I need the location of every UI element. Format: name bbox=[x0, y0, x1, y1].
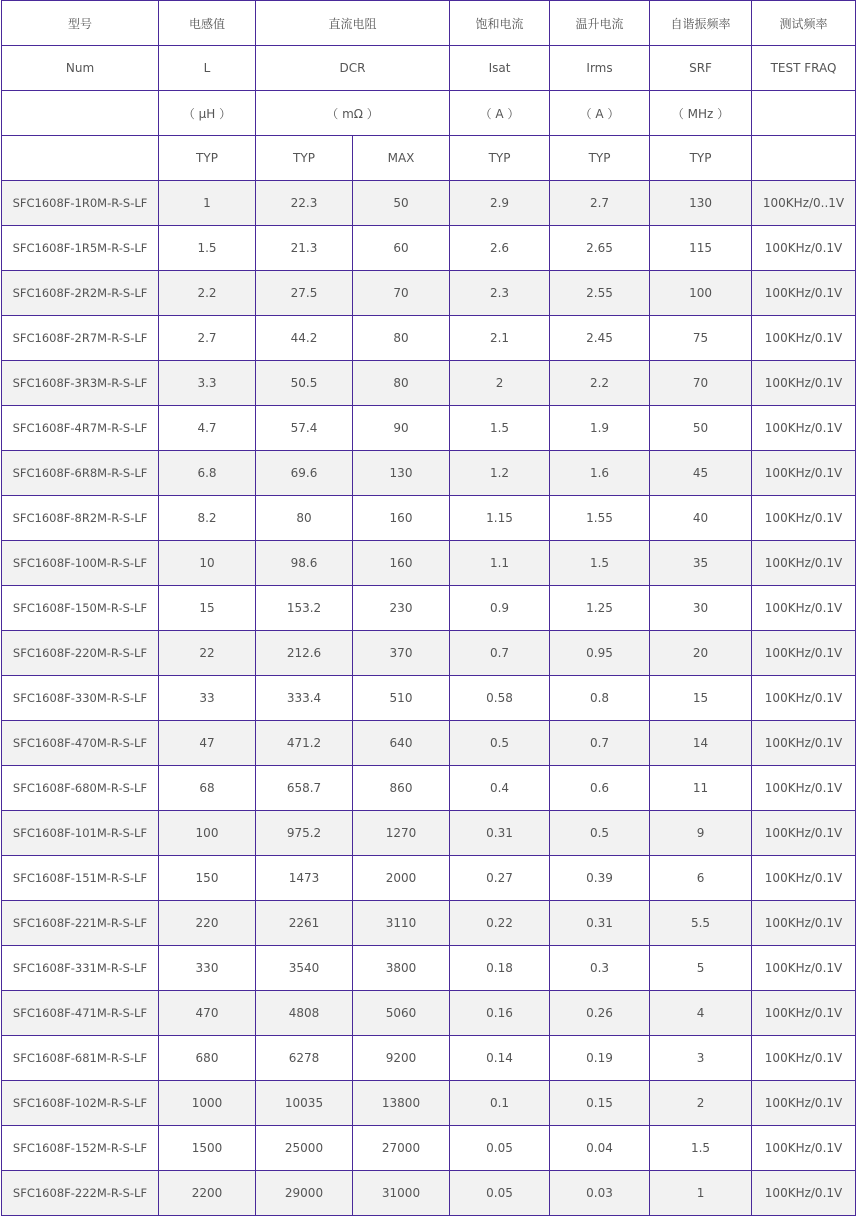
cell-srf: 11 bbox=[650, 766, 752, 811]
cell-dcr-max: 2000 bbox=[353, 856, 450, 901]
cell-isat: 0.58 bbox=[450, 676, 550, 721]
cell-model: SFC1608F-1R5M-R-S-LF bbox=[2, 226, 159, 271]
header-cell-irms-en: Irms bbox=[550, 46, 650, 91]
cell-inductance: 68 bbox=[159, 766, 256, 811]
cell-isat: 0.05 bbox=[450, 1126, 550, 1171]
cell-isat: 2 bbox=[450, 361, 550, 406]
table-row bbox=[2, 1126, 856, 1171]
cell-dcr-typ: 333.4 bbox=[256, 676, 353, 721]
table-body bbox=[2, 1, 856, 1216]
table-row bbox=[2, 946, 856, 991]
cell-dcr-typ: 975.2 bbox=[256, 811, 353, 856]
cell-test-freq: 100KHz/0.1V bbox=[752, 766, 856, 811]
header-cell-typ-empty bbox=[2, 136, 159, 181]
cell-dcr-max: 13800 bbox=[353, 1081, 450, 1126]
cell-srf: 9 bbox=[650, 811, 752, 856]
cell-dcr-typ: 212.6 bbox=[256, 631, 353, 676]
cell-isat: 0.7 bbox=[450, 631, 550, 676]
cell-inductance: 1 bbox=[159, 181, 256, 226]
header-row-units bbox=[2, 91, 856, 136]
cell-test-freq: 100KHz/0.1V bbox=[752, 316, 856, 361]
cell-dcr-typ: 10035 bbox=[256, 1081, 353, 1126]
cell-test-freq: 100KHz/0.1V bbox=[752, 811, 856, 856]
cell-inductance: 8.2 bbox=[159, 496, 256, 541]
cell-inductance: 680 bbox=[159, 1036, 256, 1081]
header-row-typ-max bbox=[2, 136, 856, 181]
cell-dcr-typ: 22.3 bbox=[256, 181, 353, 226]
cell-dcr-typ: 3540 bbox=[256, 946, 353, 991]
cell-dcr-max: 5060 bbox=[353, 991, 450, 1036]
table-row bbox=[2, 451, 856, 496]
cell-dcr-typ: 1473 bbox=[256, 856, 353, 901]
cell-inductance: 1.5 bbox=[159, 226, 256, 271]
cell-inductance: 2.2 bbox=[159, 271, 256, 316]
cell-irms: 0.7 bbox=[550, 721, 650, 766]
cell-isat: 0.1 bbox=[450, 1081, 550, 1126]
cell-srf: 15 bbox=[650, 676, 752, 721]
cell-test-freq: 100KHz/0.1V bbox=[752, 271, 856, 316]
cell-test-freq: 100KHz/0.1V bbox=[752, 946, 856, 991]
header-cell-unit-mhz: （ MHz ） bbox=[650, 91, 752, 136]
cell-isat: 1.2 bbox=[450, 451, 550, 496]
cell-dcr-typ: 69.6 bbox=[256, 451, 353, 496]
cell-test-freq: 100KHz/0.1V bbox=[752, 901, 856, 946]
header-cell-test-typ-empty bbox=[752, 136, 856, 181]
cell-test-freq: 100KHz/0.1V bbox=[752, 631, 856, 676]
header-cell-irms-typ: TYP bbox=[550, 136, 650, 181]
cell-dcr-max: 640 bbox=[353, 721, 450, 766]
cell-irms: 2.7 bbox=[550, 181, 650, 226]
cell-irms: 0.03 bbox=[550, 1171, 650, 1216]
cell-test-freq: 100KHz/0.1V bbox=[752, 586, 856, 631]
header-cell-test-freq: 测试频率 bbox=[752, 1, 856, 46]
header-cell-dcr-max: MAX bbox=[353, 136, 450, 181]
cell-test-freq: 100KHz/0.1V bbox=[752, 676, 856, 721]
cell-irms: 0.04 bbox=[550, 1126, 650, 1171]
cell-srf: 20 bbox=[650, 631, 752, 676]
cell-test-freq: 100KHz/0.1V bbox=[752, 361, 856, 406]
cell-dcr-typ: 153.2 bbox=[256, 586, 353, 631]
cell-irms: 1.5 bbox=[550, 541, 650, 586]
cell-isat: 0.14 bbox=[450, 1036, 550, 1081]
cell-dcr-typ: 658.7 bbox=[256, 766, 353, 811]
cell-dcr-max: 50 bbox=[353, 181, 450, 226]
cell-dcr-max: 80 bbox=[353, 361, 450, 406]
cell-dcr-typ: 27.5 bbox=[256, 271, 353, 316]
header-cell-unit-mohm: （ mΩ ） bbox=[256, 91, 450, 136]
cell-srf: 30 bbox=[650, 586, 752, 631]
cell-irms: 2.65 bbox=[550, 226, 650, 271]
cell-srf: 75 bbox=[650, 316, 752, 361]
cell-test-freq: 100KHz/0.1V bbox=[752, 856, 856, 901]
cell-dcr-max: 60 bbox=[353, 226, 450, 271]
cell-isat: 0.05 bbox=[450, 1171, 550, 1216]
header-cell-l: L bbox=[159, 46, 256, 91]
cell-srf: 40 bbox=[650, 496, 752, 541]
cell-irms: 2.2 bbox=[550, 361, 650, 406]
cell-inductance: 47 bbox=[159, 721, 256, 766]
cell-srf: 2 bbox=[650, 1081, 752, 1126]
cell-test-freq: 100KHz/0.1V bbox=[752, 721, 856, 766]
table-row bbox=[2, 316, 856, 361]
cell-inductance: 6.8 bbox=[159, 451, 256, 496]
table-row bbox=[2, 361, 856, 406]
cell-srf: 35 bbox=[650, 541, 752, 586]
cell-model: SFC1608F-681M-R-S-LF bbox=[2, 1036, 159, 1081]
cell-model: SFC1608F-221M-R-S-LF bbox=[2, 901, 159, 946]
table-row bbox=[2, 496, 856, 541]
cell-dcr-typ: 2261 bbox=[256, 901, 353, 946]
cell-dcr-typ: 57.4 bbox=[256, 406, 353, 451]
cell-model: SFC1608F-151M-R-S-LF bbox=[2, 856, 159, 901]
cell-irms: 0.3 bbox=[550, 946, 650, 991]
cell-model: SFC1608F-471M-R-S-LF bbox=[2, 991, 159, 1036]
cell-dcr-typ: 25000 bbox=[256, 1126, 353, 1171]
header-cell-unit-empty bbox=[2, 91, 159, 136]
cell-srf: 50 bbox=[650, 406, 752, 451]
inductor-spec-table bbox=[1, 0, 856, 1216]
cell-irms: 0.8 bbox=[550, 676, 650, 721]
cell-srf: 1 bbox=[650, 1171, 752, 1216]
cell-model: SFC1608F-222M-R-S-LF bbox=[2, 1171, 159, 1216]
cell-dcr-max: 90 bbox=[353, 406, 450, 451]
header-cell-model: 型号 bbox=[2, 1, 159, 46]
cell-srf: 130 bbox=[650, 181, 752, 226]
cell-isat: 0.9 bbox=[450, 586, 550, 631]
cell-model: SFC1608F-1R0M-R-S-LF bbox=[2, 181, 159, 226]
cell-dcr-max: 510 bbox=[353, 676, 450, 721]
cell-srf: 14 bbox=[650, 721, 752, 766]
table-row bbox=[2, 676, 856, 721]
cell-dcr-max: 370 bbox=[353, 631, 450, 676]
cell-model: SFC1608F-220M-R-S-LF bbox=[2, 631, 159, 676]
cell-model: SFC1608F-680M-R-S-LF bbox=[2, 766, 159, 811]
cell-test-freq: 100KHz/0.1V bbox=[752, 451, 856, 496]
cell-dcr-max: 70 bbox=[353, 271, 450, 316]
cell-test-freq: 100KHz/0.1V bbox=[752, 1171, 856, 1216]
cell-srf: 5 bbox=[650, 946, 752, 991]
cell-model: SFC1608F-470M-R-S-LF bbox=[2, 721, 159, 766]
cell-inductance: 220 bbox=[159, 901, 256, 946]
table-row bbox=[2, 811, 856, 856]
header-cell-num: Num bbox=[2, 46, 159, 91]
cell-irms: 0.39 bbox=[550, 856, 650, 901]
cell-isat: 2.9 bbox=[450, 181, 550, 226]
cell-irms: 1.9 bbox=[550, 406, 650, 451]
cell-model: SFC1608F-101M-R-S-LF bbox=[2, 811, 159, 856]
cell-test-freq: 100KHz/0.1V bbox=[752, 226, 856, 271]
cell-model: SFC1608F-330M-R-S-LF bbox=[2, 676, 159, 721]
table-row bbox=[2, 541, 856, 586]
cell-model: SFC1608F-8R2M-R-S-LF bbox=[2, 496, 159, 541]
header-cell-unit-test-empty bbox=[752, 91, 856, 136]
cell-dcr-typ: 21.3 bbox=[256, 226, 353, 271]
cell-test-freq: 100KHz/0.1V bbox=[752, 1126, 856, 1171]
cell-dcr-max: 27000 bbox=[353, 1126, 450, 1171]
cell-isat: 2.1 bbox=[450, 316, 550, 361]
header-cell-srf: 自谐振频率 bbox=[650, 1, 752, 46]
cell-inductance: 33 bbox=[159, 676, 256, 721]
cell-inductance: 15 bbox=[159, 586, 256, 631]
cell-model: SFC1608F-4R7M-R-S-LF bbox=[2, 406, 159, 451]
cell-srf: 5.5 bbox=[650, 901, 752, 946]
header-cell-inductance: 电感值 bbox=[159, 1, 256, 46]
table-row bbox=[2, 1081, 856, 1126]
cell-test-freq: 100KHz/0.1V bbox=[752, 991, 856, 1036]
cell-srf: 100 bbox=[650, 271, 752, 316]
table-row bbox=[2, 766, 856, 811]
cell-irms: 0.19 bbox=[550, 1036, 650, 1081]
cell-inductance: 2.7 bbox=[159, 316, 256, 361]
cell-srf: 6 bbox=[650, 856, 752, 901]
cell-irms: 2.55 bbox=[550, 271, 650, 316]
header-cell-dcr-typ: TYP bbox=[256, 136, 353, 181]
cell-dcr-typ: 80 bbox=[256, 496, 353, 541]
cell-dcr-max: 3110 bbox=[353, 901, 450, 946]
cell-inductance: 3.3 bbox=[159, 361, 256, 406]
cell-model: SFC1608F-2R7M-R-S-LF bbox=[2, 316, 159, 361]
cell-srf: 3 bbox=[650, 1036, 752, 1081]
cell-isat: 0.5 bbox=[450, 721, 550, 766]
cell-isat: 2.3 bbox=[450, 271, 550, 316]
cell-irms: 1.25 bbox=[550, 586, 650, 631]
cell-dcr-typ: 29000 bbox=[256, 1171, 353, 1216]
cell-model: SFC1608F-152M-R-S-LF bbox=[2, 1126, 159, 1171]
table-row bbox=[2, 901, 856, 946]
table-row bbox=[2, 631, 856, 676]
cell-irms: 0.6 bbox=[550, 766, 650, 811]
table-row bbox=[2, 1171, 856, 1216]
header-cell-unit-a-irms: （ A ） bbox=[550, 91, 650, 136]
cell-irms: 0.95 bbox=[550, 631, 650, 676]
cell-irms: 0.5 bbox=[550, 811, 650, 856]
table-row bbox=[2, 181, 856, 226]
cell-srf: 115 bbox=[650, 226, 752, 271]
header-cell-dcr-en: DCR bbox=[256, 46, 450, 91]
cell-srf: 4 bbox=[650, 991, 752, 1036]
cell-srf: 1.5 bbox=[650, 1126, 752, 1171]
cell-isat: 0.18 bbox=[450, 946, 550, 991]
table-row bbox=[2, 1036, 856, 1081]
table-row bbox=[2, 226, 856, 271]
header-cell-l-typ: TYP bbox=[159, 136, 256, 181]
cell-irms: 2.45 bbox=[550, 316, 650, 361]
cell-inductance: 22 bbox=[159, 631, 256, 676]
cell-test-freq: 100KHz/0..1V bbox=[752, 181, 856, 226]
table-row bbox=[2, 721, 856, 766]
header-cell-isat-typ: TYP bbox=[450, 136, 550, 181]
cell-dcr-max: 1270 bbox=[353, 811, 450, 856]
cell-test-freq: 100KHz/0.1V bbox=[752, 406, 856, 451]
cell-dcr-max: 80 bbox=[353, 316, 450, 361]
cell-isat: 0.4 bbox=[450, 766, 550, 811]
cell-test-freq: 100KHz/0.1V bbox=[752, 1081, 856, 1126]
cell-isat: 0.22 bbox=[450, 901, 550, 946]
cell-dcr-typ: 50.5 bbox=[256, 361, 353, 406]
cell-irms: 1.55 bbox=[550, 496, 650, 541]
cell-inductance: 2200 bbox=[159, 1171, 256, 1216]
cell-model: SFC1608F-6R8M-R-S-LF bbox=[2, 451, 159, 496]
cell-inductance: 10 bbox=[159, 541, 256, 586]
header-cell-srf-typ: TYP bbox=[650, 136, 752, 181]
cell-model: SFC1608F-102M-R-S-LF bbox=[2, 1081, 159, 1126]
cell-inductance: 4.7 bbox=[159, 406, 256, 451]
cell-irms: 1.6 bbox=[550, 451, 650, 496]
header-cell-irms: 温升电流 bbox=[550, 1, 650, 46]
header-cell-isat-en: Isat bbox=[450, 46, 550, 91]
cell-inductance: 100 bbox=[159, 811, 256, 856]
cell-dcr-max: 160 bbox=[353, 541, 450, 586]
cell-inductance: 330 bbox=[159, 946, 256, 991]
table-row bbox=[2, 991, 856, 1036]
table-row bbox=[2, 856, 856, 901]
cell-isat: 0.31 bbox=[450, 811, 550, 856]
header-cell-isat: 饱和电流 bbox=[450, 1, 550, 46]
header-cell-unit-a-isat: （ A ） bbox=[450, 91, 550, 136]
header-row-label-cn bbox=[2, 1, 856, 46]
cell-isat: 0.27 bbox=[450, 856, 550, 901]
header-cell-unit-uh: （ μH ） bbox=[159, 91, 256, 136]
header-cell-test-fraq: TEST FRAQ bbox=[752, 46, 856, 91]
cell-dcr-max: 160 bbox=[353, 496, 450, 541]
table-row bbox=[2, 271, 856, 316]
cell-dcr-typ: 44.2 bbox=[256, 316, 353, 361]
cell-model: SFC1608F-3R3M-R-S-LF bbox=[2, 361, 159, 406]
table-row bbox=[2, 406, 856, 451]
cell-srf: 70 bbox=[650, 361, 752, 406]
header-cell-dcr: 直流电阻 bbox=[256, 1, 450, 46]
table-row bbox=[2, 586, 856, 631]
cell-dcr-typ: 98.6 bbox=[256, 541, 353, 586]
cell-srf: 45 bbox=[650, 451, 752, 496]
cell-dcr-typ: 6278 bbox=[256, 1036, 353, 1081]
cell-test-freq: 100KHz/0.1V bbox=[752, 496, 856, 541]
cell-dcr-typ: 471.2 bbox=[256, 721, 353, 766]
cell-dcr-max: 860 bbox=[353, 766, 450, 811]
cell-dcr-typ: 4808 bbox=[256, 991, 353, 1036]
cell-irms: 0.31 bbox=[550, 901, 650, 946]
cell-model: SFC1608F-150M-R-S-LF bbox=[2, 586, 159, 631]
cell-irms: 0.26 bbox=[550, 991, 650, 1036]
cell-isat: 1.5 bbox=[450, 406, 550, 451]
header-cell-srf-en: SRF bbox=[650, 46, 752, 91]
cell-inductance: 1500 bbox=[159, 1126, 256, 1171]
cell-inductance: 470 bbox=[159, 991, 256, 1036]
cell-dcr-max: 130 bbox=[353, 451, 450, 496]
cell-dcr-max: 9200 bbox=[353, 1036, 450, 1081]
cell-isat: 1.15 bbox=[450, 496, 550, 541]
cell-model: SFC1608F-2R2M-R-S-LF bbox=[2, 271, 159, 316]
cell-inductance: 1000 bbox=[159, 1081, 256, 1126]
cell-model: SFC1608F-331M-R-S-LF bbox=[2, 946, 159, 991]
cell-irms: 0.15 bbox=[550, 1081, 650, 1126]
cell-test-freq: 100KHz/0.1V bbox=[752, 541, 856, 586]
cell-isat: 0.16 bbox=[450, 991, 550, 1036]
cell-dcr-max: 3800 bbox=[353, 946, 450, 991]
cell-dcr-max: 31000 bbox=[353, 1171, 450, 1216]
cell-inductance: 150 bbox=[159, 856, 256, 901]
cell-dcr-max: 230 bbox=[353, 586, 450, 631]
cell-isat: 2.6 bbox=[450, 226, 550, 271]
cell-test-freq: 100KHz/0.1V bbox=[752, 1036, 856, 1081]
cell-isat: 1.1 bbox=[450, 541, 550, 586]
header-row-label-en bbox=[2, 46, 856, 91]
cell-model: SFC1608F-100M-R-S-LF bbox=[2, 541, 159, 586]
